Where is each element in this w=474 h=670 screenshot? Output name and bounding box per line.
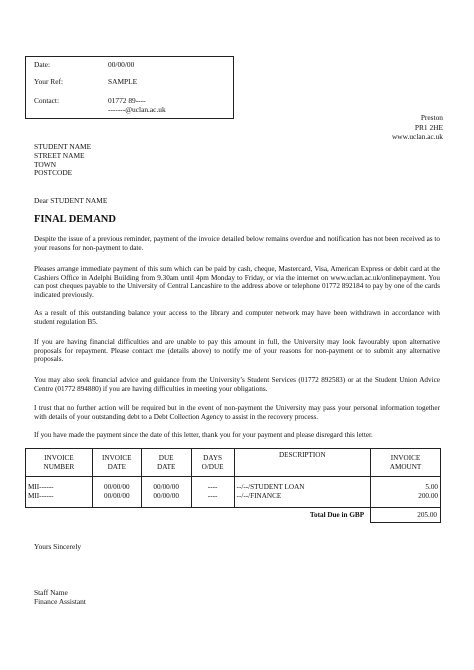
- paragraph-reminder: Despite the issue of a previous reminder, payment of the invoice detailed below remains overdue and notification has not been received as to your reasons for non-payment to date.: [34, 235, 440, 252]
- header-description: DESCRIPTION: [234, 449, 371, 477]
- total-value: 205.00: [371, 508, 441, 523]
- signatory: [34, 588, 86, 606]
- signatory-name: Staff Name: [34, 588, 68, 597]
- contact-email: -------@uclan.ac.uk: [108, 105, 166, 114]
- recipient-name: STUDENT NAME: [34, 142, 92, 151]
- your-ref-row: [34, 77, 138, 86]
- sender-address: [392, 113, 443, 142]
- recipient-postcode: POSTCODE: [34, 168, 73, 178]
- sender-postcode: PR1 2HE: [414, 122, 443, 132]
- reference-box: [25, 56, 234, 119]
- header-days-overdue: DAYS O/DUE: [191, 449, 234, 477]
- due-date-cell: 00/00/00 00/00/00: [141, 477, 191, 508]
- invoice-number-cell: MII------ MII------: [26, 477, 93, 508]
- invoice-table: [25, 448, 441, 523]
- paragraph-payment-methods: Pleases arrange immediate payment of this sum which can be paid by cash, cheque, Mastercard, Visa, American Express or debit card at the Cashiers Office in Adelphi Building from 9.30am until 4pm Monday to Friday, or via the internet on www.uclan.ac.uk/onlinepayment. You can post cheques payable to the University of Central Lancashire to the address above or telephone 01772 892184 to pay by one of the cards indicated previously.: [34, 265, 440, 299]
- date-value: 00/00/00: [108, 60, 135, 69]
- sender-city: Preston: [420, 113, 443, 122]
- paragraph-financial-difficulties: If you are having financial difficulties and are unable to pay this amount in full, the University may look favourably upon alternative proposals for repayment. Please contact me (details above) to notify me of your reasons for non-payment or to submit any alternative proposals.: [34, 338, 440, 364]
- recipient-town: TOWN: [34, 159, 57, 169]
- total-row: [26, 508, 441, 523]
- closing: Yours Sincerely: [34, 542, 82, 551]
- contact-label: Contact:: [34, 96, 60, 105]
- header-invoice-amount: INVOICE AMOUNT: [371, 449, 441, 477]
- date-label: Date:: [34, 60, 51, 69]
- invoice-table-header: [26, 449, 441, 477]
- amount-cell: 5.00 200.00: [371, 477, 441, 508]
- your-ref-value: SAMPLE: [108, 77, 138, 86]
- recipient-street: STREET NAME: [34, 150, 85, 160]
- salutation: Dear STUDENT NAME: [34, 196, 108, 205]
- your-ref-label: Your Ref:: [34, 77, 64, 86]
- table-row: [26, 477, 441, 508]
- recipient-address: [34, 143, 91, 178]
- total-label: Total Due in GBP: [309, 511, 365, 520]
- signatory-title: Finance Assistant: [34, 597, 86, 606]
- header-invoice-date: INVOICE DATE: [92, 449, 141, 477]
- header-invoice-number: INVOICE NUMBER: [26, 449, 93, 477]
- paragraph-access-withdrawn: As a result of this outstanding balance your access to the library and computer network may have been withdrawn in accordance with student regulation B5.: [34, 309, 440, 326]
- paragraph-student-services: You may also seek financial advice and guidance from the University’s Student Services (01772 892583) or at the Student Union Advice Centre (01772 894880) if you are having difficulties in meeting your obligations.: [34, 376, 440, 393]
- invoice-date-cell: 00/00/00 00/00/00: [92, 477, 141, 508]
- header-due-date: DUE DATE: [141, 449, 191, 477]
- sender-website: www.uclan.ac.uk: [391, 132, 443, 142]
- paragraph-debt-collection: I trust that no further action will be required but in the event of non-payment the University may pass your personal information together with details of your outstanding debt to a Debt Collection Agency to assist in the recovery process.: [34, 404, 440, 421]
- paragraph-disregard: If you have made the payment since the date of this letter, thank you for your payment and please disregard this letter.: [34, 431, 373, 439]
- contact-phone: 01772 89----: [108, 96, 146, 105]
- description-cell: --/--/STUDENT LOAN --/--/FINANCE: [234, 477, 371, 508]
- days-overdue-cell: ---- ----: [191, 477, 234, 508]
- letter-heading: FINAL DEMAND: [34, 214, 116, 225]
- date-row: [34, 60, 135, 69]
- contact-row: [34, 96, 146, 105]
